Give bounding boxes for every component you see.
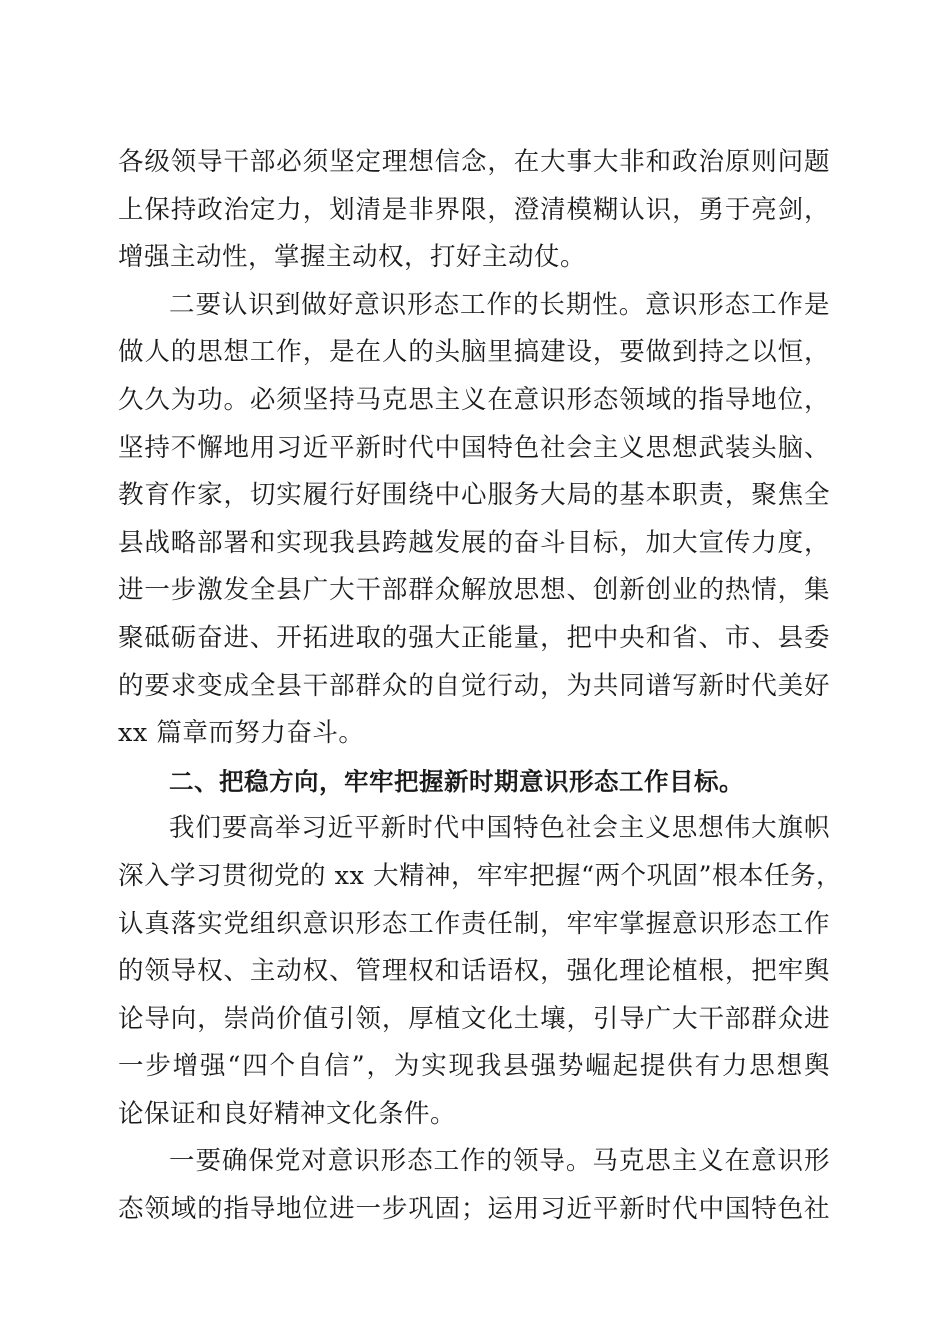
text-line: 一要确保党对意识形态工作的领导。马克思主义在意识形 <box>169 1146 830 1177</box>
text-line: 深入学习贯彻党的 xx 大精神，牢牢把握“两个巩固”根本任务， <box>118 860 843 891</box>
text-line: 聚砥砺奋进、开拓进取的强大正能量，把中央和省、市、县委 <box>118 622 830 653</box>
text-line: 我们要高举习近平新时代中国特色社会主义思想伟大旗帜 <box>169 813 830 844</box>
text-line: 县战略部署和实现我县跨越发展的奋斗目标，加大宣传力度， <box>118 527 830 558</box>
text-line: 的要求变成全县干部群众的自觉行动，为共同谱写新时代美好 <box>118 670 830 701</box>
section-heading: 二、把稳方向，牢牢把握新时期意识形态工作目标。 <box>169 766 744 796</box>
text-line: 态领域的指导地位进一步巩固；运用习近平新时代中国特色社 <box>118 1194 830 1225</box>
text-line: 论保证和良好精神文化条件。 <box>118 1098 457 1129</box>
text-line: 上保持政治定力，划清是非界限，澄清模糊认识，勇于亮剑， <box>118 194 830 225</box>
text-line: 增强主动性，掌握主动权，打好主动仗。 <box>118 242 587 273</box>
text-line: xx 篇章而努力奋斗。 <box>118 718 365 749</box>
text-line: 进一步激发全县广大干部群众解放思想、创新创业的热情，集 <box>118 575 830 606</box>
text-line: 一步增强“四个自信”，为实现我县强势崛起提供有力思想舆 <box>118 1051 830 1082</box>
text-line: 的领导权、主动权、管理权和话语权，强化理论植根，把牢舆 <box>118 956 830 987</box>
text-line: 教育作家，切实履行好围绕中心服务大局的基本职责，聚焦全 <box>118 480 830 511</box>
text-line: 论导向，崇尚价值引领，厚植文化土壤，引导广大干部群众进 <box>118 1003 830 1034</box>
text-line: 坚持不懈地用习近平新时代中国特色社会主义思想武装头脑、 <box>118 432 830 463</box>
text-line: 认真落实党组织意识形态工作责任制，牢牢掌握意识形态工作 <box>118 908 830 939</box>
text-line: 各级领导干部必须坚定理想信念，在大事大非和政治原则问题 <box>118 147 830 177</box>
text-line: 久久为功。必须坚持马克思主义在意识形态领域的指导地位， <box>118 384 830 415</box>
text-line: 做人的思想工作，是在人的头脑里搞建设，要做到持之以恒， <box>118 337 830 368</box>
document-body <box>118 139 843 1234</box>
text-line: 二要认识到做好意识形态工作的长期性。意识形态工作是 <box>169 289 830 320</box>
